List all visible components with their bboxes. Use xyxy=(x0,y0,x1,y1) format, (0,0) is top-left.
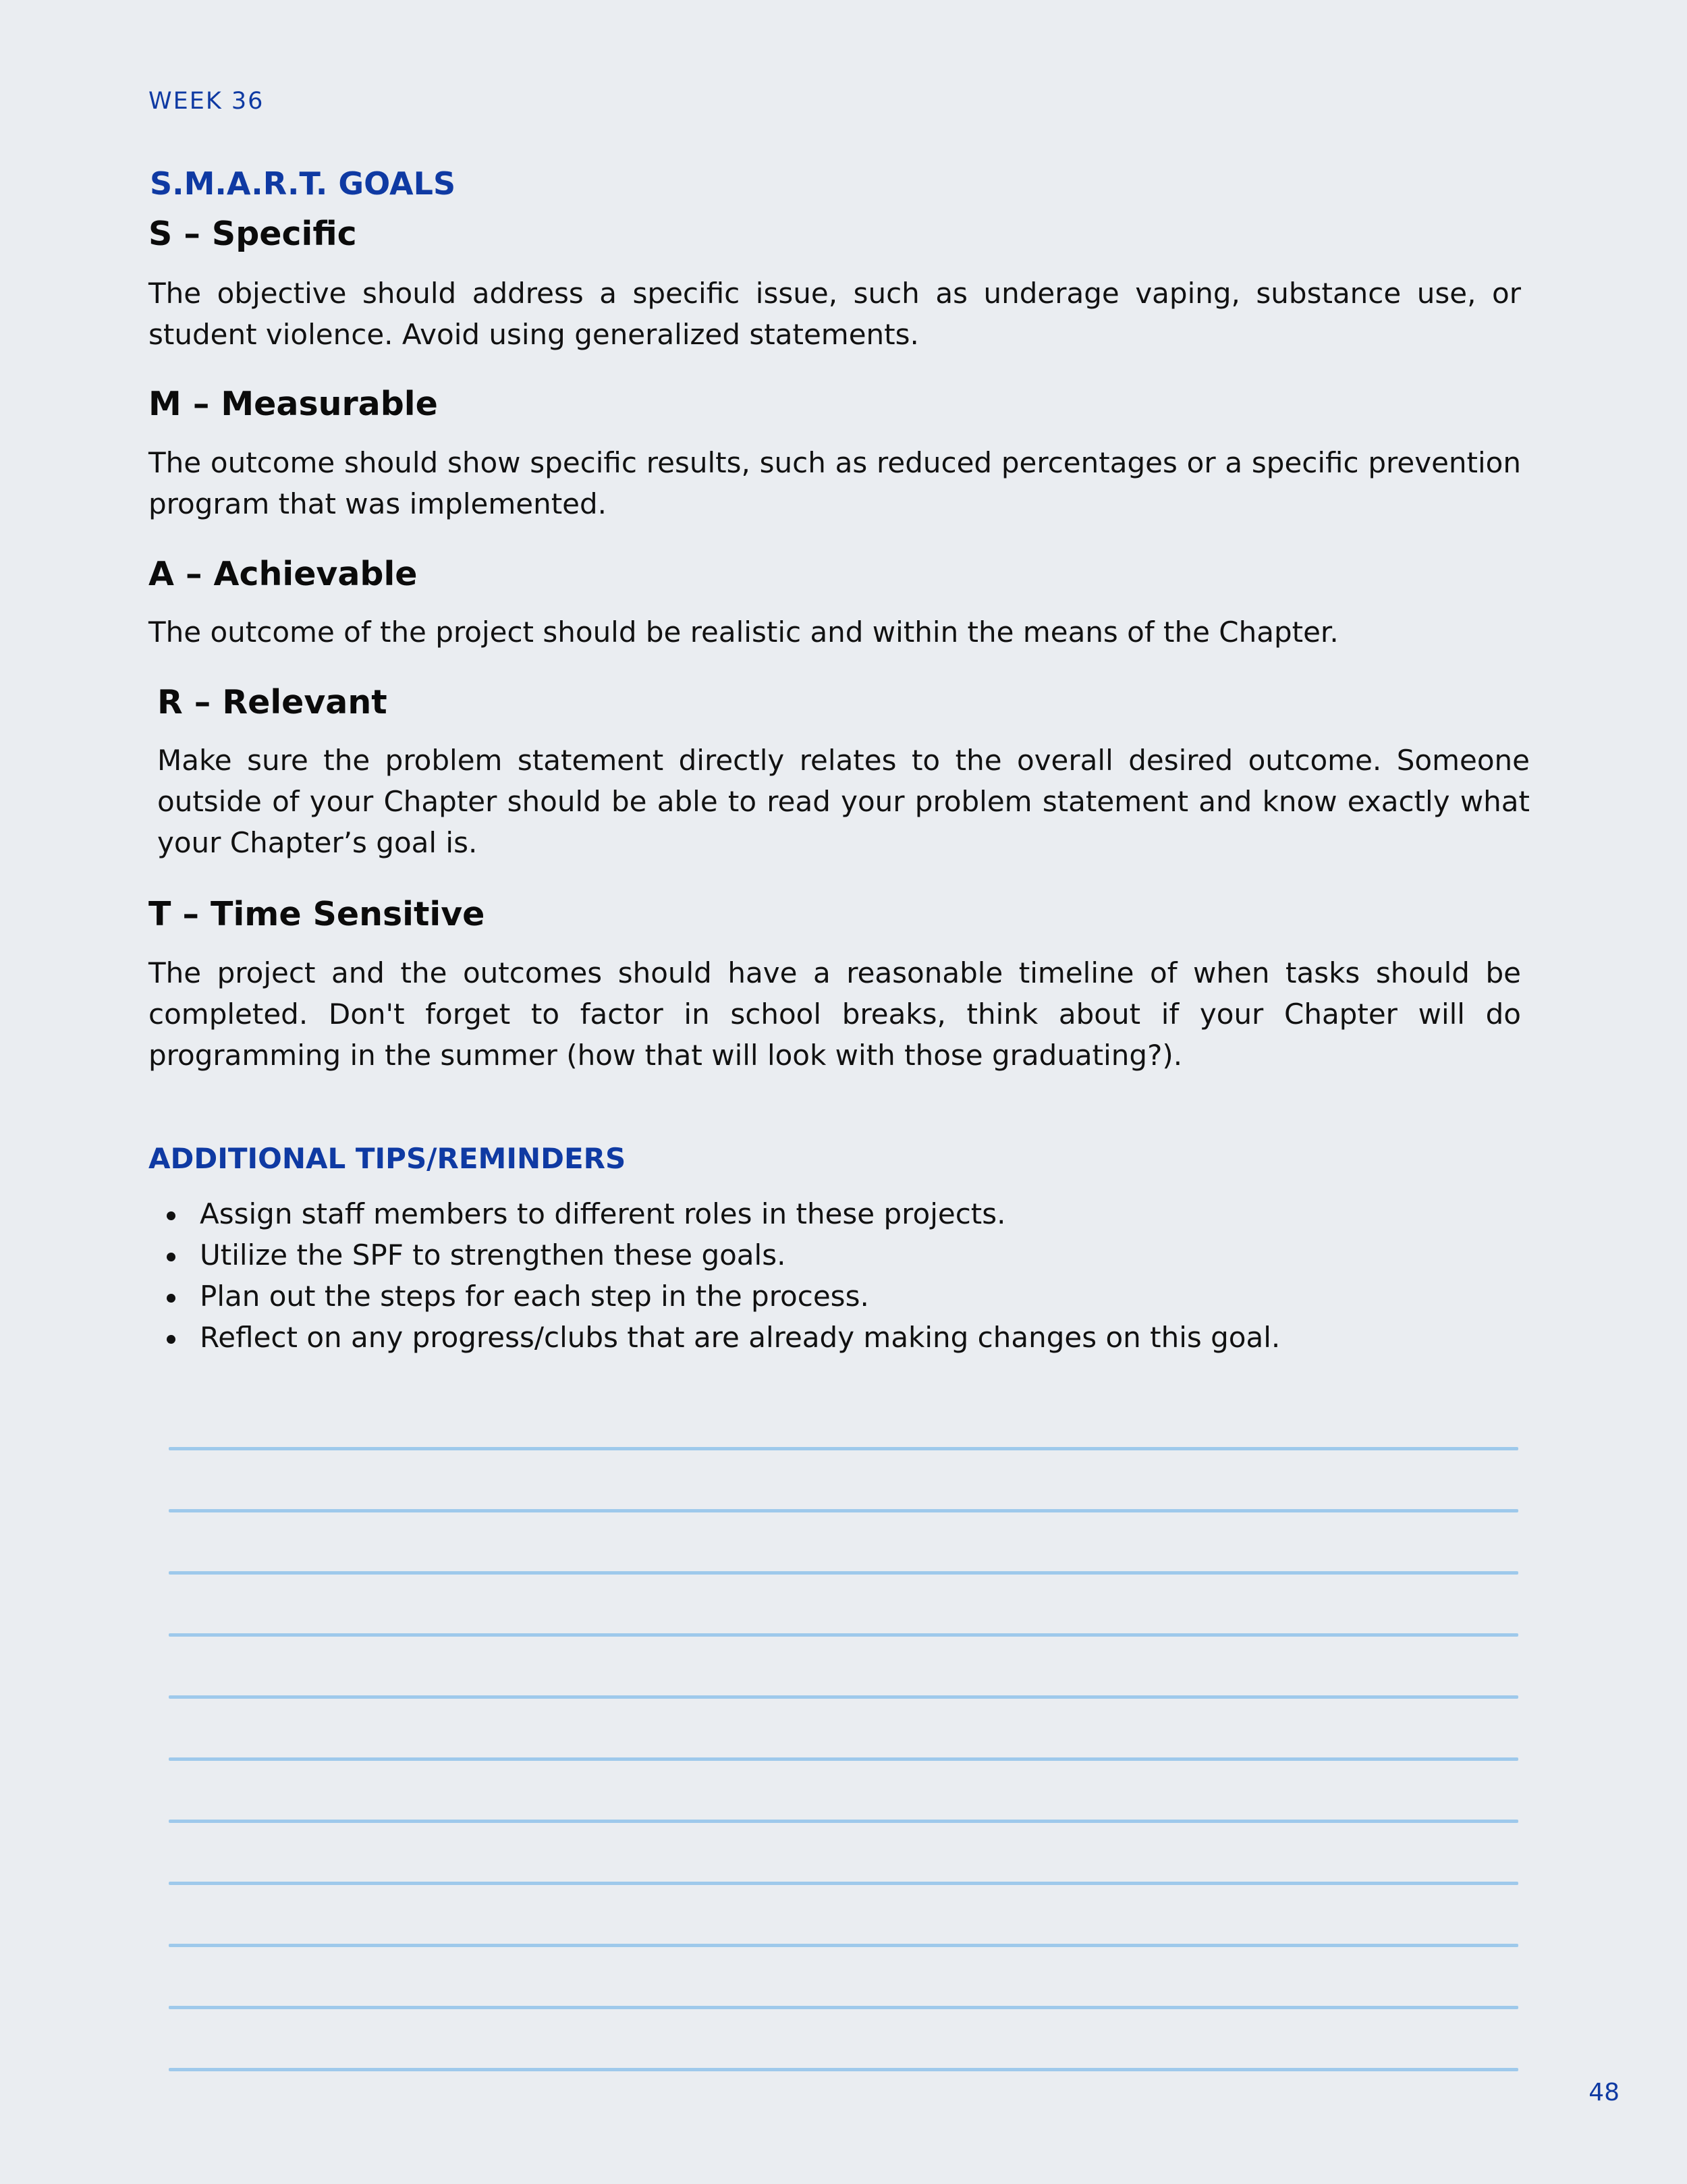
writing-line[interactable] xyxy=(169,1447,1518,1450)
writing-lines xyxy=(169,1447,1518,2130)
writing-line[interactable] xyxy=(169,1882,1518,1885)
list-item: Utilize the SPF to strengthen these goals. xyxy=(148,1234,1532,1276)
writing-line[interactable] xyxy=(169,2068,1518,2071)
list-item: Assign staff members to different roles in these projects. xyxy=(148,1193,1532,1234)
goal-text-achievable: The outcome of the project should be realistic and within the means of the Chapter. xyxy=(148,616,1339,649)
smart-goals-title: S.M.A.R.T. GOALS xyxy=(150,165,456,202)
list-item: Reflect on any progress/clubs that are already making changes on this goal. xyxy=(148,1317,1532,1358)
writing-line[interactable] xyxy=(169,1820,1518,1823)
writing-line[interactable] xyxy=(169,1944,1518,1947)
writing-line[interactable] xyxy=(169,1509,1518,1512)
writing-line[interactable] xyxy=(169,1633,1518,1637)
writing-line[interactable] xyxy=(169,1695,1518,1699)
page-number: 48 xyxy=(1588,2079,1620,2106)
writing-line[interactable] xyxy=(169,1571,1518,1575)
goal-text-specific: The objective should address a specific issue, such as underage vaping, substance use, or student violence. Avoid using generalized statements. xyxy=(148,277,1521,351)
goal-heading-time-sensitive: T – Time Sensitive xyxy=(148,895,485,933)
goal-heading-specific: S – Specific xyxy=(148,215,357,253)
week-label: WEEK 36 xyxy=(148,88,265,115)
tips-title: ADDITIONAL TIPS/REMINDERS xyxy=(148,1142,626,1175)
goal-text-measurable: The outcome should show specific results, such as reduced percentages or a specific prevention program that was implemented. xyxy=(148,446,1521,520)
goal-text-time-sensitive: The project and the outcomes should have a reasonable timeline of when tasks should be completed. Don't forget to factor in school breaks, think about if your Chapter will do programming in the summer (how that will look with those graduating?). xyxy=(148,956,1521,1072)
goal-text-relevant: Make sure the problem statement directly relates to the overall desired outcome. Someone outside of your Chapter should be able to read your problem statement and know exactly what your Chapter’s goal is. xyxy=(157,744,1530,859)
goal-heading-achievable: A – Achievable xyxy=(148,555,418,593)
goal-heading-relevant: R – Relevant xyxy=(157,683,387,721)
tips-list xyxy=(148,1193,1532,1358)
goal-heading-measurable: M – Measurable xyxy=(148,385,438,423)
writing-line[interactable] xyxy=(169,1757,1518,1761)
writing-line[interactable] xyxy=(169,2006,1518,2009)
list-item: Plan out the steps for each step in the process. xyxy=(148,1276,1532,1317)
